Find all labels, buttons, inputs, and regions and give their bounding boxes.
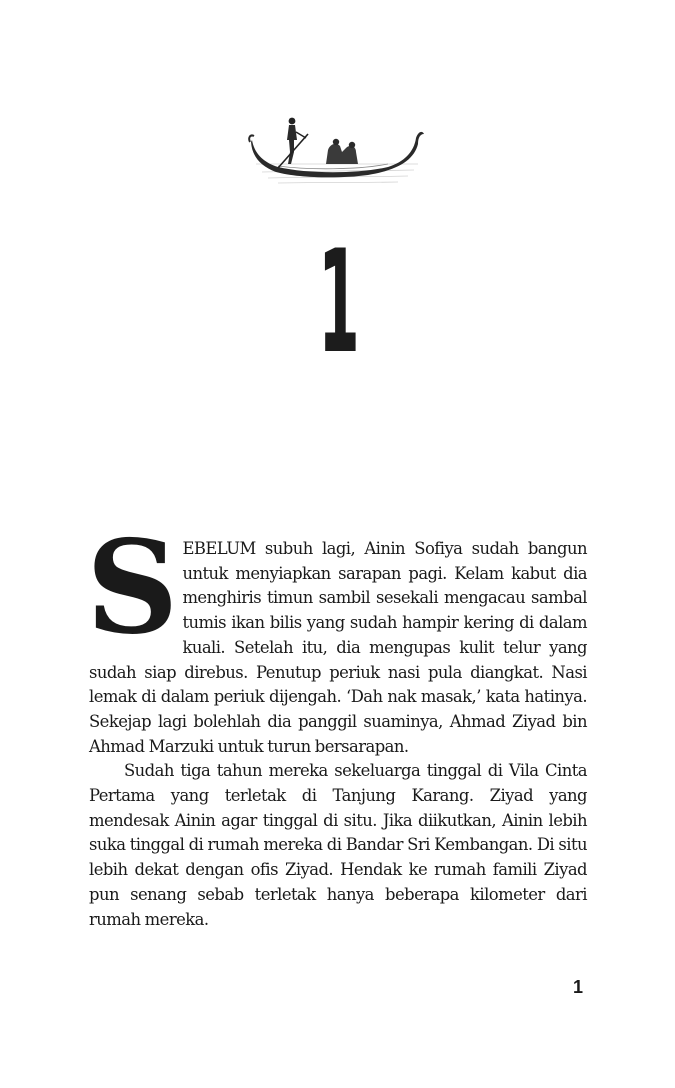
gondola-boat-icon	[248, 112, 426, 188]
drop-cap: S	[86, 513, 179, 663]
chapter-number: 1	[318, 220, 360, 385]
chapter-body	[86, 513, 587, 932]
paragraph-1-text: EBELUM subuh lagi, Ainin Sofiya sudah bangun untuk menyiapkan sarapan pagi. Kelam kabut dia menghiris timun sambil sesekali mengacau sambal tumis ikan bilis yang sudah hampir kering di dalam kuali. Setelah itu, dia mengupas kulit telur yang sudah siap direbus. Penutup periuk nasi pula diangkat. Nasi lemak di dalam periuk dijengah. ‘Dah nak masak,’ kata hatinya. Sekejap lagi bolehlah dia panggil suaminya, Ahmad Ziyad bin Ahmad Marzuki untuk turun bersarapan.	[89, 539, 587, 756]
paragraph-1	[86, 513, 587, 759]
paragraph-2: Sudah tiga tahun mereka sekeluarga tinggal di Vila Cinta Pertama yang terletak di Tanjung Karang. Ziyad yang mendesak Ainin agar tinggal di situ. Jika diikutkan, Ainin lebih suka tinggal di rumah mereka di Bandar Sri Kembangan. Di situ lebih dekat dengan ofis Ziyad. Hendak ke rumah famili Ziyad pun senang sebab terletak hanya beberapa kilometer dari rumah mereka.	[89, 761, 587, 929]
page-number: 1	[572, 977, 583, 997]
